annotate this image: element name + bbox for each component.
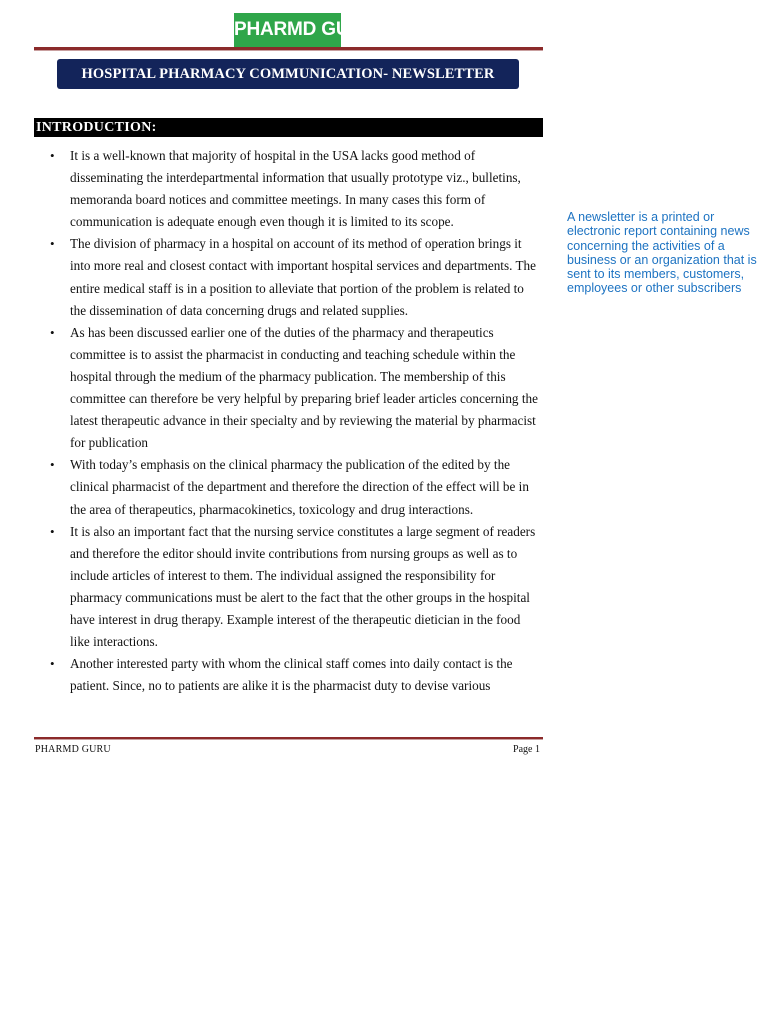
list-item-text: As has been discussed earlier one of the duties of the pharmacy and therapeutics committee is to assist the pharmacist in conducting and teaching schedule within the hospital through the medium of the pharmacy publication. The membership of this committee can therefore be very helpful by preparing brief leader articles concerning the latest therapeutic advance in their specialty and by reviewing the material by pharmacist for publication bbox=[70, 324, 538, 451]
list-item bbox=[50, 145, 538, 233]
list-item-text: The division of pharmacy in a hospital on account of its method of operation brings it into more real and closest contact with important hospital services and departments. The entire medical staff is in a position to alleviate that portion of the problem is related to the dissemination of data concerning drugs and related supplies. bbox=[70, 236, 536, 318]
bullet-icon: • bbox=[50, 457, 55, 473]
page-number: Page 1 bbox=[513, 744, 540, 755]
list-item bbox=[50, 653, 538, 697]
list-item-text: Another interested party with whom the clinical staff comes into daily contact is the patient. Since, no to patients are alike it is the pharmacist duty to devise various bbox=[70, 656, 513, 694]
list-item-text: It is also an important fact that the nursing service constitutes a large segment of readers and therefore the editor should invite contributions from nursing groups as well as to include articles of interest to them. The individual assigned the responsibility for pharmacy communications must be alert to the fact that the other groups in the hospital have interest in drug therapy. Example interest of the therapeutic dietician in the food like interactions. bbox=[70, 523, 536, 650]
list-item bbox=[50, 233, 538, 321]
section-heading: INTRODUCTION: bbox=[34, 118, 543, 137]
bullet-icon: • bbox=[50, 148, 55, 163]
list-item bbox=[50, 454, 538, 520]
header-divider bbox=[34, 47, 543, 51]
side-note: A newsletter is a printed or electronic report containing news concerning the activities of a business or an organization that is sent to its members, customers, employees or other subscribers bbox=[567, 210, 757, 296]
bullet-icon: • bbox=[50, 656, 55, 672]
brand-logo: PHARMD GURU bbox=[234, 13, 341, 47]
bullet-icon: • bbox=[50, 324, 55, 340]
bullet-icon: • bbox=[50, 236, 55, 252]
page-title: HOSPITAL PHARMACY COMMUNICATION- NEWSLETTER bbox=[57, 59, 519, 89]
list-item-text: With today’s emphasis on the clinical pharmacy the publication of the edited by the clinical pharmacist of the department and therefore the direction of the effect will be in the area of therapeutics, pharmacokinetics, toxicology and drug interactions. bbox=[70, 457, 529, 517]
bullet-icon: • bbox=[50, 523, 55, 539]
list-item bbox=[50, 521, 538, 654]
bullet-list bbox=[50, 145, 538, 697]
footer-brand: PHARMD GURU bbox=[35, 744, 111, 755]
list-item bbox=[50, 322, 538, 455]
footer-divider bbox=[34, 737, 543, 740]
list-item-text: It is a well-known that majority of hospital in the USA lacks good method of disseminating the interdepartmental information that usually prototype viz., bulletins, memoranda board notices and committee meetings. In many cases this form of communication is adequate enough even though it is limited to its scope. bbox=[70, 148, 521, 230]
